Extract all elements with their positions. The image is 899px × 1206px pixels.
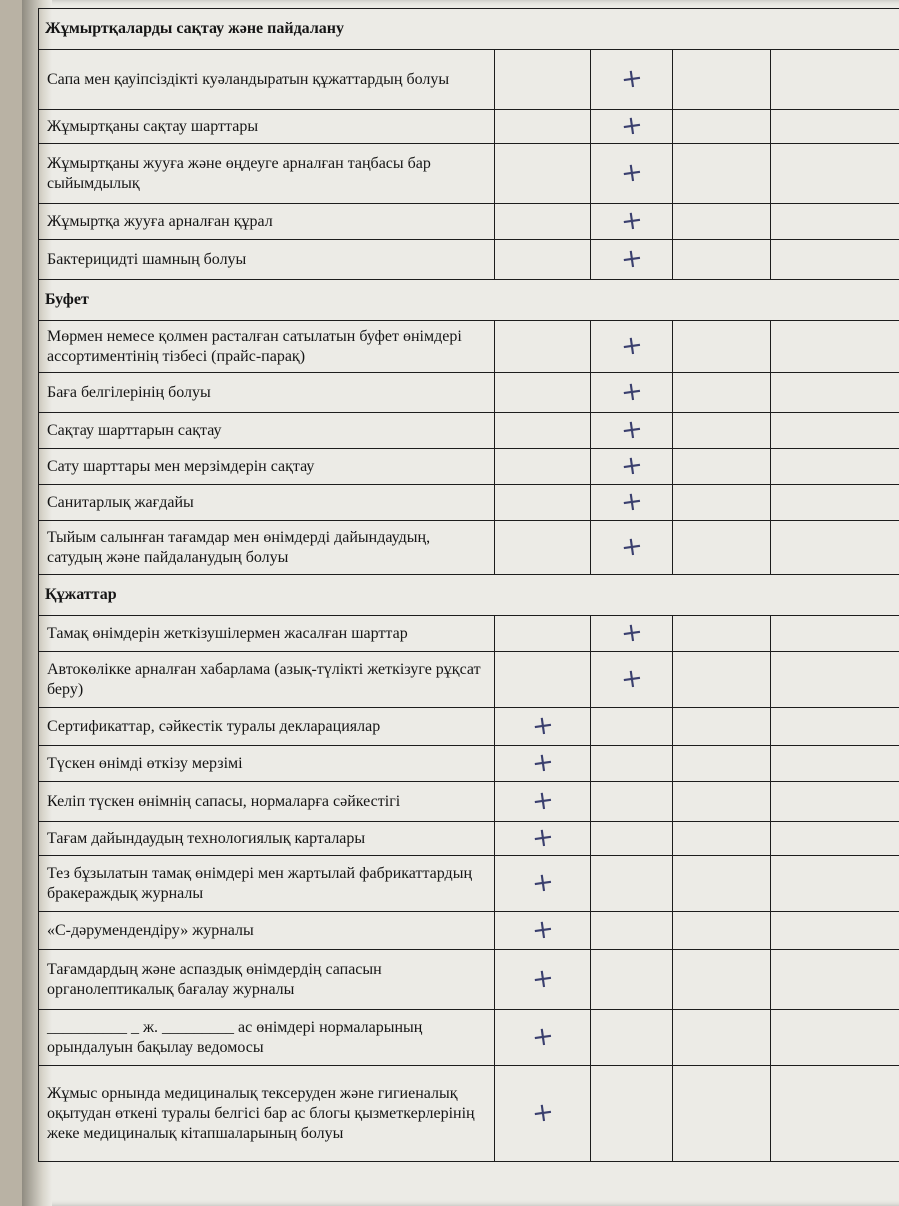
requirement-text: Жұмыртқа жууға арналған құрал — [39, 204, 495, 240]
handwritten-plus-mark: + — [618, 662, 645, 696]
blank-cell — [495, 485, 591, 521]
blank-cell — [771, 485, 899, 521]
blank-cell — [495, 240, 591, 280]
blank-cell — [771, 912, 899, 950]
check-mark-cell — [495, 746, 591, 782]
blank-cell — [673, 912, 771, 950]
blank-cell — [771, 413, 899, 449]
requirement-text: __________ _ ж. _________ ас өнімдері нормаларының орындалуын бақылау ведомосы — [39, 1010, 495, 1066]
section-title: Құжаттар — [39, 575, 899, 616]
requirement-text: «С-дәрумендендіру» журналы — [39, 912, 495, 950]
requirement-text: Тамақ өнімдерін жеткізушілермен жасалған шарттар — [39, 616, 495, 652]
handwritten-plus-mark: + — [618, 413, 645, 447]
requirement-text: Тез бұзылатын тамақ өнімдері мен жартылай фабрикаттардың бракераждық журналы — [39, 856, 495, 912]
check-mark-cell — [591, 321, 673, 373]
requirement-text: Жұмыртқаны сақтау шарттары — [39, 110, 495, 144]
requirement-text: Сату шарттары мен мерзімдерін сақтау — [39, 449, 495, 485]
table-row — [39, 708, 899, 746]
table-row — [39, 449, 899, 485]
requirement-text: Мөрмен немесе қолмен расталған сатылатын буфет өнімдері ассортиментінің тізбесі (прайс-парақ) — [39, 321, 495, 373]
blank-cell — [591, 1066, 673, 1162]
blank-cell — [673, 822, 771, 856]
blank-cell — [771, 50, 899, 110]
table-row — [39, 50, 899, 110]
handwritten-plus-mark: + — [618, 449, 645, 483]
requirement-text: Түскен өнімді өткізу мерзімі — [39, 746, 495, 782]
requirement-text: Жұмыс орнында медициналық тексеруден және гигиеналық оқытудан өткені туралы белгісі бар ас блогы қызметкерлерінің жеке медициналық кітапшаларының болуы — [39, 1066, 495, 1162]
blank-cell — [673, 746, 771, 782]
blank-cell — [673, 1066, 771, 1162]
check-mark-cell — [591, 373, 673, 413]
handwritten-plus-mark: + — [529, 1020, 556, 1054]
blank-cell — [673, 616, 771, 652]
blank-cell — [495, 144, 591, 204]
handwritten-plus-mark: + — [529, 709, 556, 743]
requirement-text: Келіп түскен өнімнің сапасы, нормаларға сәйкестігі — [39, 782, 495, 822]
check-mark-cell — [495, 782, 591, 822]
blank-cell — [673, 708, 771, 746]
check-mark-cell — [591, 144, 673, 204]
handwritten-plus-mark: + — [529, 962, 556, 996]
blank-cell — [673, 144, 771, 204]
check-mark-cell — [591, 413, 673, 449]
blank-cell — [771, 950, 899, 1010]
table-row — [39, 144, 899, 204]
table-row — [39, 413, 899, 449]
inspection-checklist-table — [38, 8, 899, 1162]
table-row — [39, 822, 899, 856]
requirement-text: Тағамдардың және аспаздық өнімдердің сапасын органолептикалық бағалау журналы — [39, 950, 495, 1010]
handwritten-plus-mark: + — [618, 329, 645, 363]
blank-cell — [673, 1010, 771, 1066]
blank-cell — [771, 1010, 899, 1066]
handwritten-plus-mark: + — [529, 1096, 556, 1130]
blank-cell — [591, 856, 673, 912]
blank-cell — [771, 321, 899, 373]
requirement-text: Сапа мен қауіпсіздікті куәландыратын құжаттардың болуы — [39, 50, 495, 110]
blank-cell — [771, 652, 899, 708]
handwritten-plus-mark: + — [618, 242, 645, 276]
requirement-text: Автокөлікке арналған хабарлама (азық-түлікті жеткізуге рұқсат беру) — [39, 652, 495, 708]
blank-cell — [673, 652, 771, 708]
section-header-eggs — [39, 9, 899, 50]
table-row — [39, 1010, 899, 1066]
blank-cell — [771, 449, 899, 485]
handwritten-plus-mark: + — [618, 204, 645, 238]
handwritten-plus-mark: + — [618, 156, 645, 190]
check-mark-cell — [495, 822, 591, 856]
blank-cell — [495, 50, 591, 110]
blank-cell — [495, 652, 591, 708]
blank-cell — [673, 321, 771, 373]
table-row — [39, 856, 899, 912]
blank-cell — [771, 110, 899, 144]
check-mark-cell — [591, 240, 673, 280]
blank-cell — [771, 708, 899, 746]
blank-cell — [771, 521, 899, 575]
table-row — [39, 616, 899, 652]
check-mark-cell — [591, 616, 673, 652]
blank-cell — [673, 950, 771, 1010]
table-row — [39, 521, 899, 575]
blank-cell — [591, 950, 673, 1010]
requirement-text: Сақтау шарттарын сақтау — [39, 413, 495, 449]
table-row — [39, 912, 899, 950]
handwritten-plus-mark: + — [529, 746, 556, 780]
handwritten-plus-mark: + — [529, 913, 556, 947]
requirement-text: Тыйым салынған тағамдар мен өнімдерді дайындаудың, сатудың және пайдаланудың болуы — [39, 521, 495, 575]
requirement-text: Бактерицидті шамның болуы — [39, 240, 495, 280]
blank-cell — [771, 1066, 899, 1162]
section-header-buffet — [39, 280, 899, 321]
check-mark-cell — [591, 204, 673, 240]
section-title: Буфет — [39, 280, 899, 321]
table-row — [39, 746, 899, 782]
blank-cell — [673, 204, 771, 240]
check-mark-cell — [591, 652, 673, 708]
blank-cell — [591, 708, 673, 746]
table-row — [39, 950, 899, 1010]
handwritten-plus-mark: + — [618, 109, 645, 143]
blank-cell — [673, 373, 771, 413]
blank-cell — [591, 822, 673, 856]
check-mark-cell — [495, 912, 591, 950]
check-mark-cell — [495, 856, 591, 912]
requirement-text: Жұмыртқаны жууға және өңдеуге арналған таңбасы бар сыйымдылық — [39, 144, 495, 204]
check-mark-cell — [495, 708, 591, 746]
check-mark-cell — [591, 449, 673, 485]
check-mark-cell — [495, 1066, 591, 1162]
handwritten-plus-mark: + — [618, 530, 645, 564]
blank-cell — [771, 240, 899, 280]
check-mark-cell — [591, 110, 673, 144]
blank-cell — [495, 413, 591, 449]
handwritten-plus-mark: + — [529, 821, 556, 855]
table-row — [39, 110, 899, 144]
blank-cell — [591, 746, 673, 782]
blank-cell — [495, 110, 591, 144]
check-mark-cell — [591, 50, 673, 110]
requirement-text: Сертификаттар, сәйкестік туралы декларациялар — [39, 708, 495, 746]
check-mark-cell — [495, 950, 591, 1010]
blank-cell — [591, 912, 673, 950]
handwritten-plus-mark: + — [618, 375, 645, 409]
blank-cell — [771, 856, 899, 912]
check-mark-cell — [495, 1010, 591, 1066]
handwritten-plus-mark: + — [618, 62, 645, 96]
blank-cell — [495, 204, 591, 240]
table-row — [39, 240, 899, 280]
blank-cell — [673, 856, 771, 912]
handwritten-plus-mark: + — [529, 866, 556, 900]
blank-cell — [673, 449, 771, 485]
blank-cell — [771, 144, 899, 204]
table-row — [39, 1066, 899, 1162]
handwritten-plus-mark: + — [618, 485, 645, 519]
blank-cell — [495, 521, 591, 575]
section-header-documents — [39, 575, 899, 616]
blank-cell — [673, 50, 771, 110]
blank-cell — [495, 449, 591, 485]
check-mark-cell — [591, 521, 673, 575]
blank-cell — [495, 616, 591, 652]
blank-cell — [673, 782, 771, 822]
blank-cell — [771, 782, 899, 822]
requirement-text: Баға белгілерінің болуы — [39, 373, 495, 413]
blank-cell — [673, 240, 771, 280]
blank-cell — [673, 413, 771, 449]
table-row — [39, 485, 899, 521]
blank-cell — [673, 110, 771, 144]
table-row — [39, 782, 899, 822]
blank-cell — [771, 373, 899, 413]
section-title: Жұмыртқаларды сақтау және пайдалану — [39, 9, 899, 50]
requirement-text: Тағам дайындаудың технологиялық карталары — [39, 822, 495, 856]
blank-cell — [591, 782, 673, 822]
blank-cell — [771, 746, 899, 782]
check-mark-cell — [591, 485, 673, 521]
blank-cell — [591, 1010, 673, 1066]
blank-cell — [771, 822, 899, 856]
blank-cell — [673, 485, 771, 521]
blank-cell — [495, 373, 591, 413]
table-row — [39, 204, 899, 240]
table-row — [39, 652, 899, 708]
table-row — [39, 373, 899, 413]
blank-cell — [771, 204, 899, 240]
blank-cell — [673, 521, 771, 575]
blank-cell — [771, 616, 899, 652]
table-row — [39, 321, 899, 373]
handwritten-plus-mark: + — [618, 616, 645, 650]
handwritten-plus-mark: + — [529, 784, 556, 818]
requirement-text: Санитарлық жағдайы — [39, 485, 495, 521]
blank-cell — [495, 321, 591, 373]
